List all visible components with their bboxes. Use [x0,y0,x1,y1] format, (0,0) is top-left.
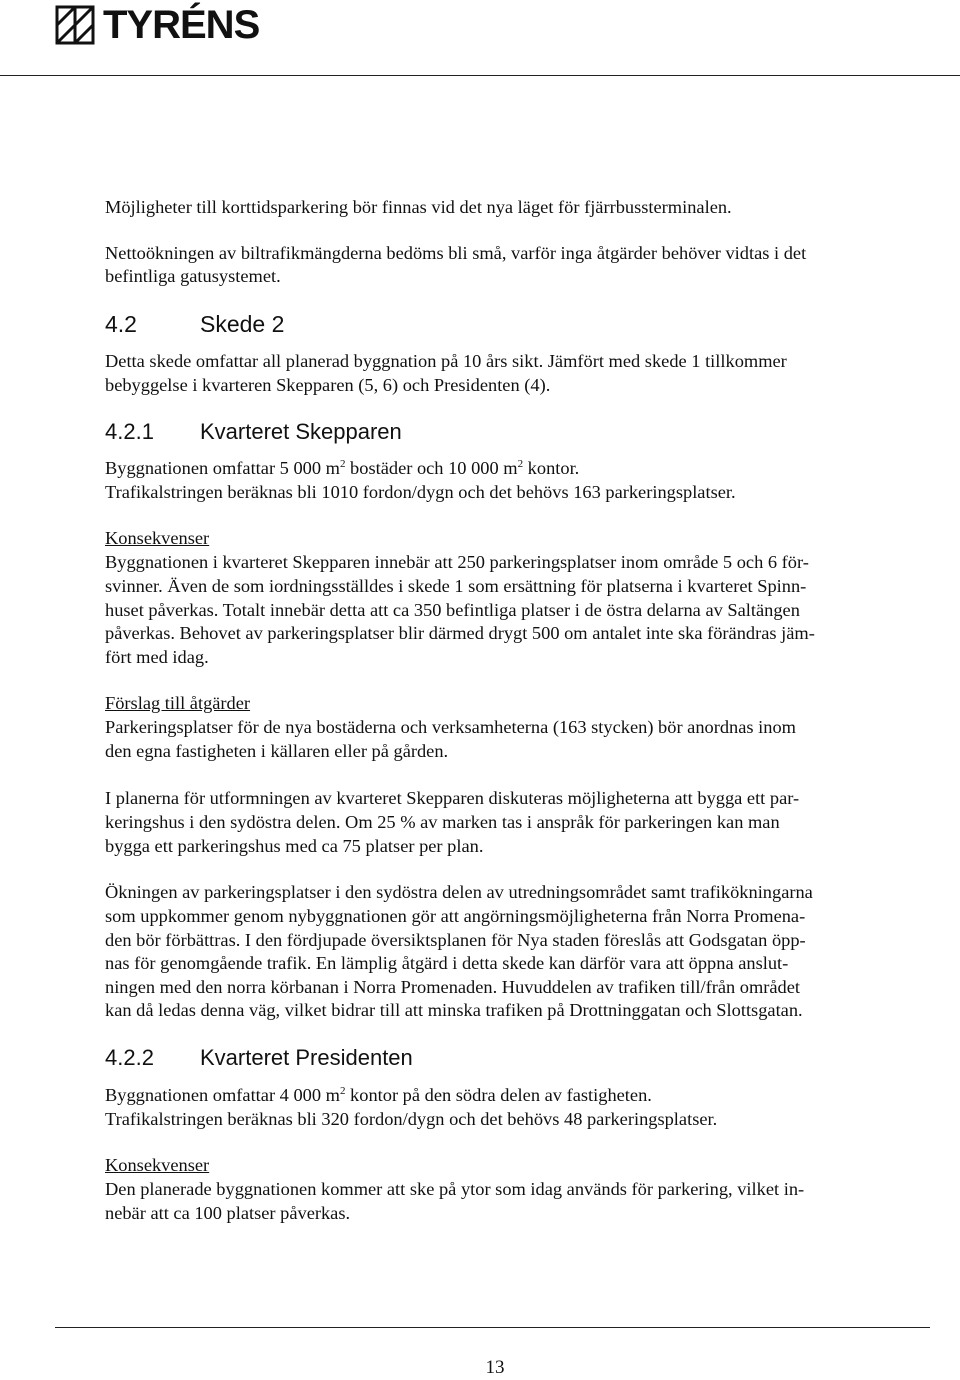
section-heading-4-2-2 [105,1044,413,1072]
paragraph-line: Byggnationen omfattar 4 000 $m^2$ kontor på den södra delen av fastigheten. [105,1084,652,1105]
paragraph-line: ningen med den norra körbanan i Norra Promenaden. Huvuddelen av trafiken till/från området [105,977,801,997]
logo-text: TYRÉNS [103,3,260,47]
section-title: Kvarteret Skepparen [200,419,402,444]
section-number: 4.2 [105,311,137,337]
paragraph-line: befintliga gatusystemet. [105,266,281,286]
paragraph-line: bygga ett parkeringshus med ca 75 platser per plan. [105,836,484,856]
paragraph-line: Parkeringsplatser för de nya bostäderna och verksamheterna (163 stycken) bör anordnas inom [105,717,796,737]
paragraph-line: den egna fastigheten i källaren eller på gården. [105,741,449,761]
paragraph-line: bebyggelse i kvarteren Skepparen (5, 6) och Presidenten (4). [105,375,551,395]
paragraph-line: Nettoökningen av biltrafikmängderna bedöms bli små, varför inga åtgärder behöver vidtas i det [105,243,807,263]
tyrens-logo-icon [55,5,95,45]
paragraph-line: den bör förbättras. I den fördjupade översiktsplanen för Nya staden föreslås att Godsgatan öpp- [105,930,806,950]
paragraph-line: nebär att ca 100 platser påverkas. [105,1203,351,1223]
paragraph-line: I planerna för utformningen av kvarteret Skepparen diskuteras möjligheterna att bygga ett par- [105,788,800,808]
section-heading-4-2 [105,310,284,338]
paragraph-line: kan då ledas denna väg, vilket bidrar till att minska trafiken på Drottninggatan och Slottsgatan. [105,1000,803,1020]
paragraph-line: Trafikalstringen beräknas bli 320 fordon/dygn och det behövs 48 parkeringsplatser. [105,1109,718,1129]
paragraph-line: fört med idag. [105,647,209,667]
paragraph-line: påverkas. Behovet av parkeringsplatser blir därmed drygt 500 om antalet inte ska förändras jäm- [105,623,815,643]
section-title: Kvarteret Presidenten [200,1045,413,1070]
company-logo [55,5,259,45]
paragraph-line: nas för genomgående trafik. En lämplig åtgärd i detta skede kan därför vara att öppna anslut- [105,953,789,973]
section-heading-4-2-1 [105,418,402,446]
paragraph-line: Trafikalstringen beräknas bli 1010 fordon/dygn och det behövs 163 parkeringsplatser. [105,482,736,502]
subheading-forslag: Förslag till åtgärder [105,693,251,713]
paragraph-line: Ökningen av parkeringsplatser i den sydöstra delen av utredningsområdet samt trafikökningarna [105,882,813,902]
subheading-konsekvenser: Konsekvenser [105,528,210,548]
paragraph: Möjligheter till korttidsparkering bör finnas vid det nya läget för fjärrbussterminalen. [105,197,732,217]
paragraph-line: Byggnationen omfattar 5 000 $m^2$ bostäder och 10 000 $m^2$ kontor. [105,457,580,478]
paragraph-line: Den planerade byggnationen kommer att ske på ytor som idag används för parkering, vilket in- [105,1179,805,1199]
paragraph-line: som uppkommer genom nybyggnationen gör att angörningsmöjligheterna från Norra Promena- [105,906,806,926]
header-divider [0,75,960,76]
paragraph-line: Detta skede omfattar all planerad byggnation på 10 års sikt. Jämfört med skede 1 tillkommer [105,351,787,371]
footer-divider [55,1327,930,1328]
paragraph-line: keringshus i den sydöstra delen. Om 25 % av marken tas i anspråk för parkeringen kan man [105,812,780,832]
subheading-konsekvenser: Konsekvenser [105,1155,210,1175]
paragraph-line: Byggnationen i kvarteret Skepparen innebär att 250 parkeringsplatser inom område 5 och 6 för- [105,552,809,572]
section-number: 4.2.2 [105,1045,154,1070]
section-title: Skede 2 [200,311,285,337]
paragraph-line: huset påverkas. Totalt innebär detta att ca 350 befintliga platser i de östra delarna av Saltängen [105,600,800,620]
page-header [0,0,960,80]
page-number: 13 [485,1357,505,1378]
paragraph-line: svinner. Även de som iordningsställdes i skede 1 som ersättning för platserna i kvarteret Spinn- [105,576,807,596]
section-number: 4.2.1 [105,419,154,444]
